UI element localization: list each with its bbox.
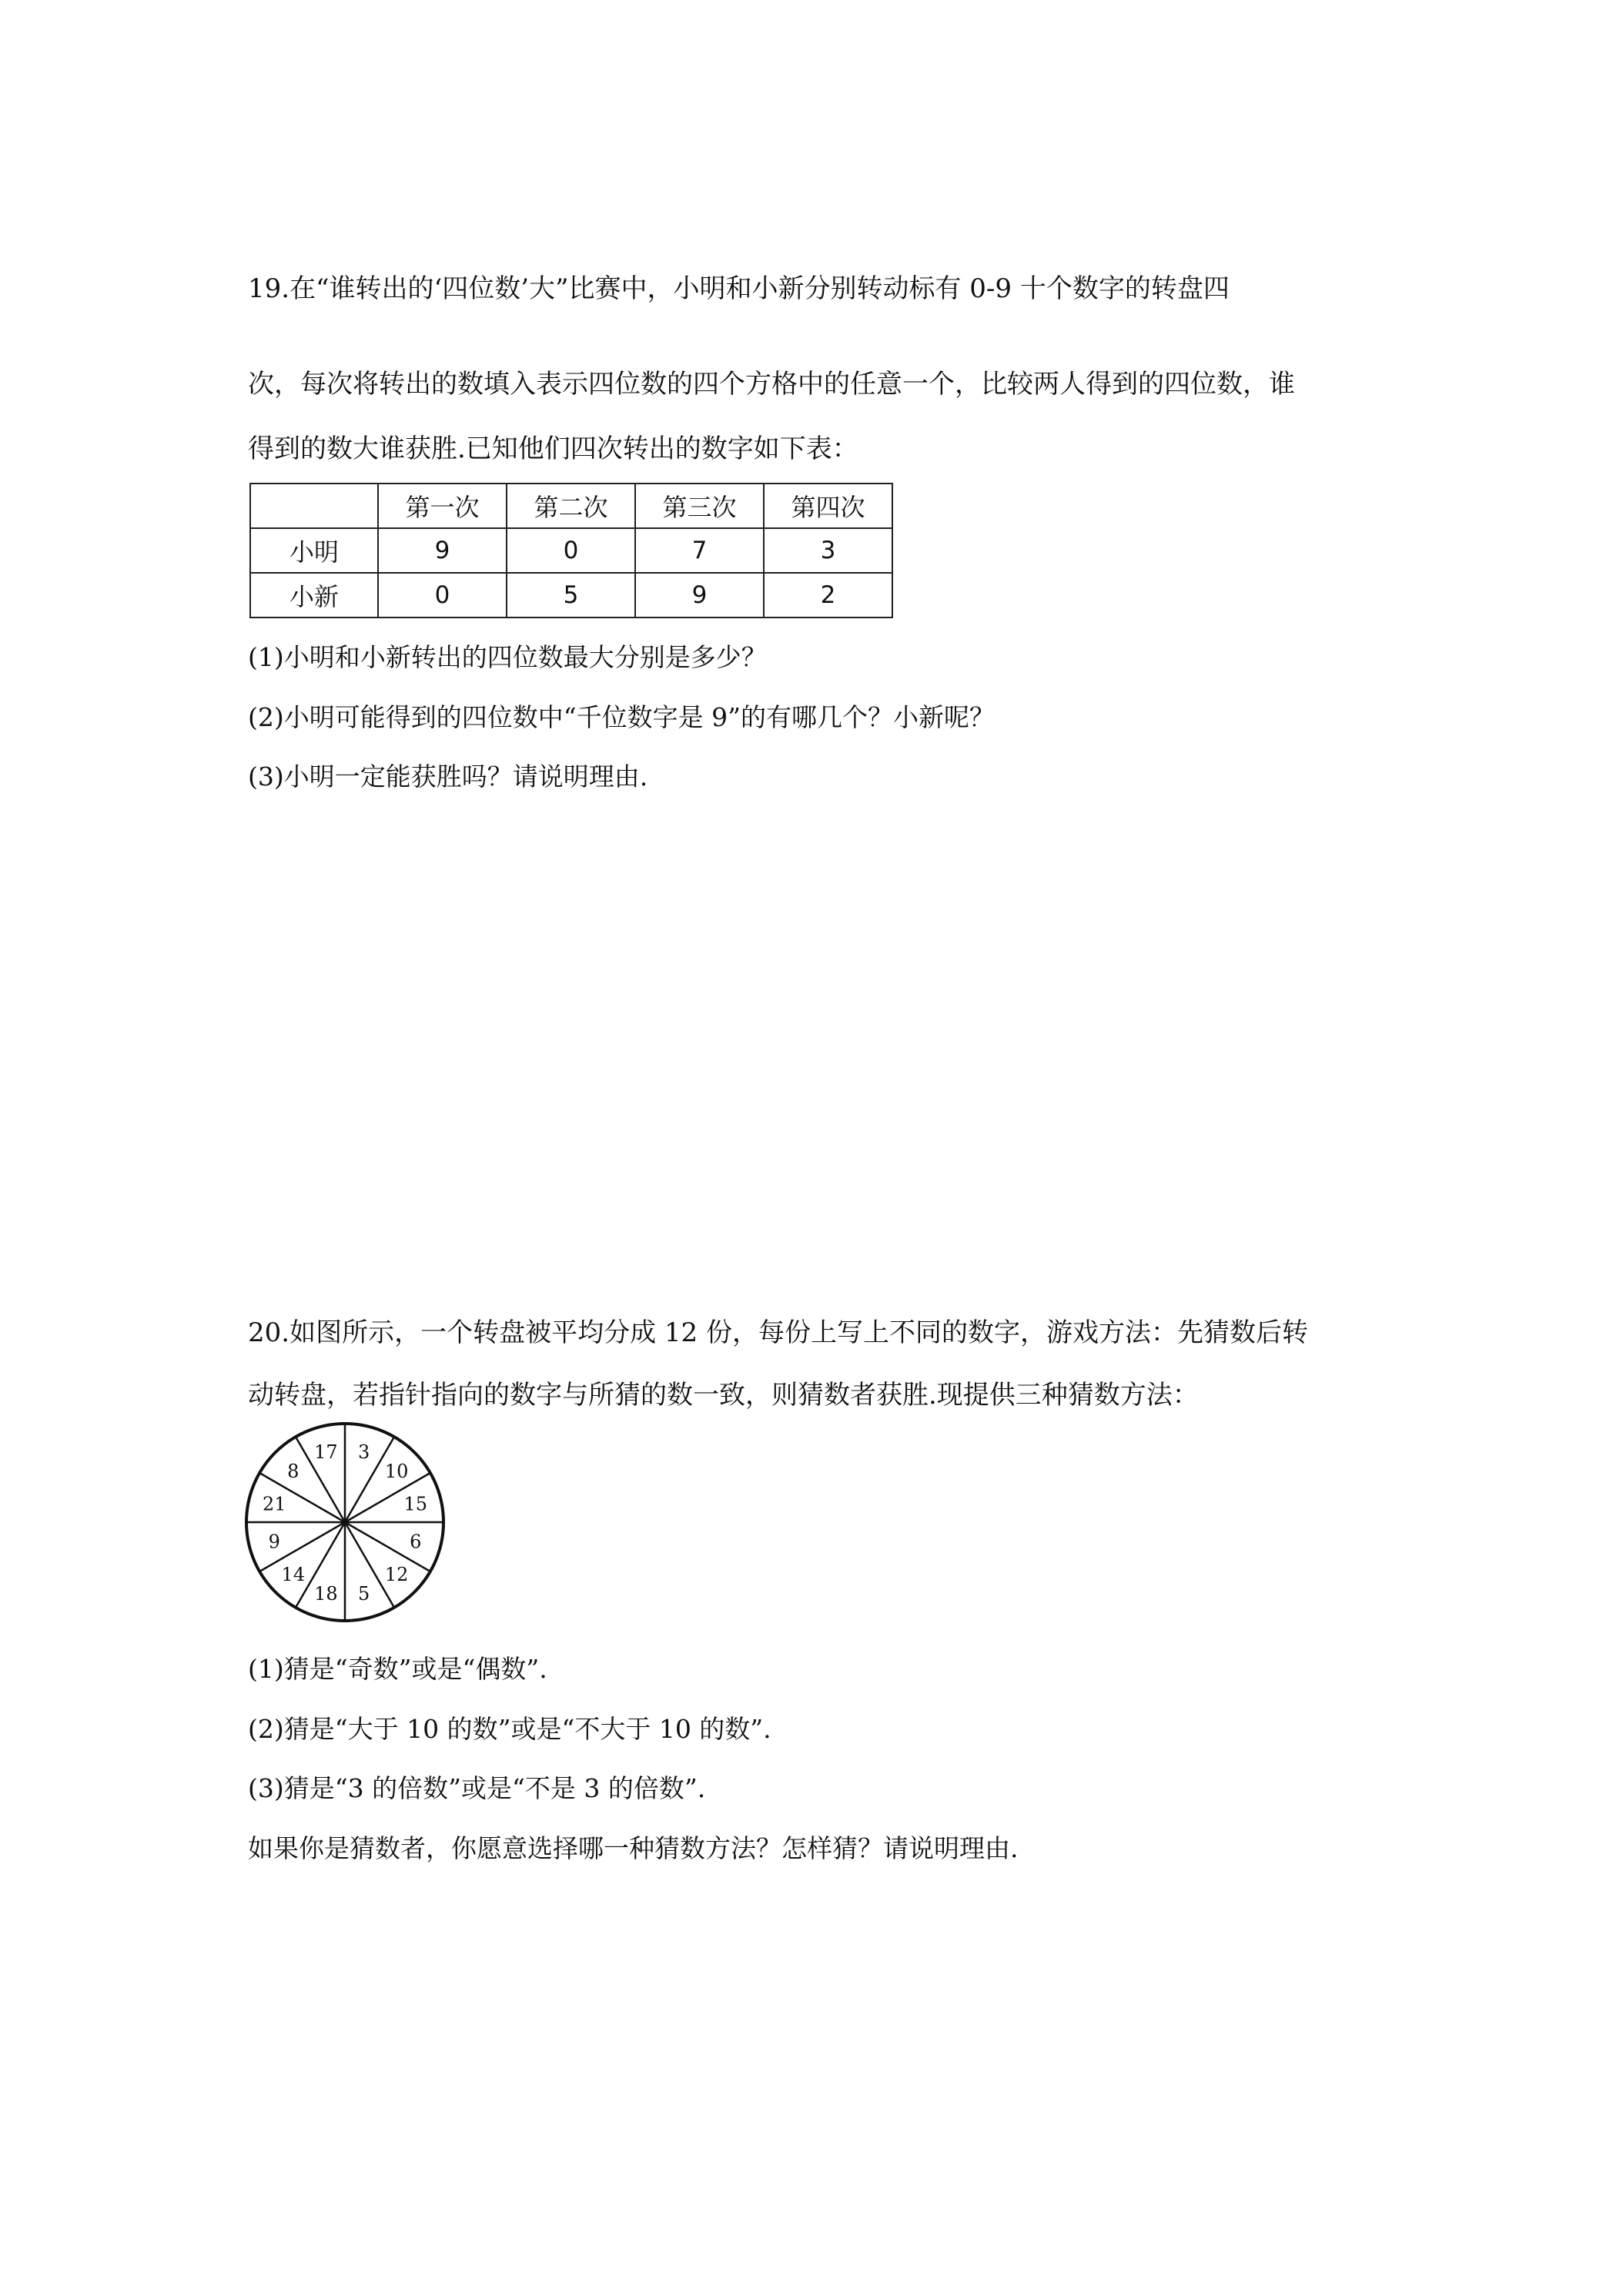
q20-question: 如果你是猜数者，你愿意选择哪一种猜数方法？怎样猜？请说明理由. xyxy=(248,1833,1019,1863)
q20-text-line-2: 动转盘，若指针指向的数字与所猜的数一致，则猜数者获胜.现提供三种猜数方法： xyxy=(248,1380,1199,1411)
wheel-sector-label: 15 xyxy=(403,1493,428,1515)
wheel-sector-label: 6 xyxy=(410,1531,422,1553)
q19-text-line-2: 次，每次将转出的数填入表示四位数的四个方格中的任意一个，比较两人得到的四位数，谁 xyxy=(248,369,1295,400)
q19-part-3: (3)小明一定能获胜吗？请说明理由. xyxy=(248,761,648,792)
table-cell: 9 xyxy=(635,573,764,618)
wheel-sector-label: 21 xyxy=(262,1493,286,1515)
q19-part-1: (1)小明和小新转出的四位数最大分别是多少？ xyxy=(248,642,767,672)
table-cell: 3 xyxy=(764,528,892,573)
table-header-row xyxy=(250,484,892,528)
q19-text-line-3: 得到的数大谁获胜.已知他们四次转出的数字如下表： xyxy=(248,433,858,464)
table-row xyxy=(250,573,892,618)
spinner-wheel-diagram xyxy=(243,1421,447,1624)
wheel-sector-label: 3 xyxy=(357,1441,370,1464)
q19-text-line-1: 19.在“谁转出的‘四位数’大”比赛中，小明和小新分别转动标有 0-9 十个数字的转盘四 xyxy=(248,273,1230,304)
q19-part-2: (2)小明可能得到的四位数中“千位数字是 9”的有哪几个？小新呢？ xyxy=(248,702,995,732)
wheel-sector-label: 18 xyxy=(314,1582,338,1605)
q20-text-line-1: 20.如图所示，一个转盘被平均分成 12 份，每份上写上不同的数字，游戏方法：先猜数后转 xyxy=(248,1317,1308,1348)
table-header-cell: 第三次 xyxy=(635,484,764,528)
wheel-sector-label: 17 xyxy=(314,1441,338,1464)
wheel-sector-label: 9 xyxy=(268,1531,280,1553)
table-header-cell: 第四次 xyxy=(764,484,892,528)
q20-part-3: (3)猜是“3 的倍数”或是“不是 3 的倍数”. xyxy=(248,1773,706,1803)
table-cell: 7 xyxy=(635,528,764,573)
table-header-cell: 第二次 xyxy=(507,484,635,528)
spin-results-table xyxy=(249,483,893,618)
table-cell: 9 xyxy=(378,528,507,573)
spin-results-table-wrap xyxy=(249,483,893,618)
wheel-sector-label: 14 xyxy=(281,1564,306,1586)
wheel-sector-label: 5 xyxy=(357,1582,370,1605)
table-cell: 2 xyxy=(764,573,892,618)
row-label: 小明 xyxy=(250,528,378,573)
table-cell: 0 xyxy=(378,573,507,618)
wheel-sector-label: 12 xyxy=(384,1564,409,1586)
table-header-cell: 第一次 xyxy=(378,484,507,528)
wheel-sector-label: 10 xyxy=(384,1460,409,1482)
table-header-cell xyxy=(250,484,378,528)
table-cell: 0 xyxy=(507,528,635,573)
table-row xyxy=(250,528,892,573)
q20-part-1: (1)猜是“奇数”或是“偶数”. xyxy=(248,1654,547,1684)
table-cell: 5 xyxy=(507,573,635,618)
q20-part-2: (2)猜是“大于 10 的数”或是“不大于 10 的数”. xyxy=(248,1714,771,1744)
row-label: 小新 xyxy=(250,573,378,618)
wheel-sector-label: 8 xyxy=(287,1460,300,1482)
